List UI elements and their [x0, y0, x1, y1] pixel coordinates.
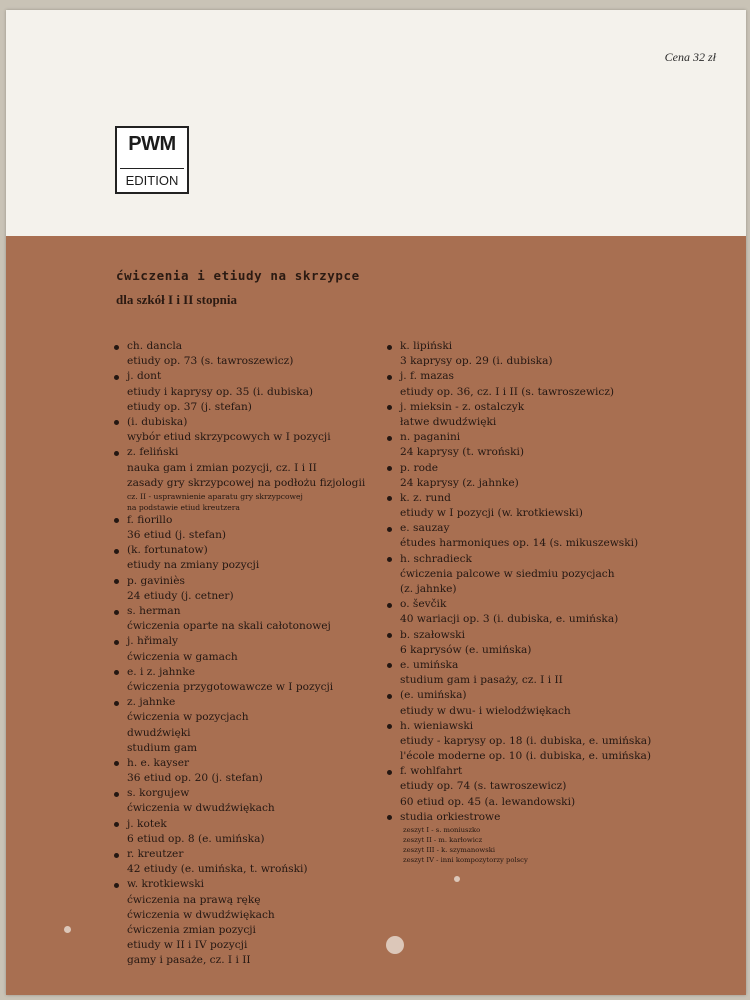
- catalog-line-text: ćwiczenia w pozycjach: [127, 711, 249, 724]
- logo-edition-text: EDITION: [125, 173, 179, 188]
- catalog-title: [391, 835, 746, 845]
- catalog-line-text: 24 etiudy (j. cetner): [127, 589, 234, 602]
- catalog-line-text: p. gaviniès: [127, 574, 185, 587]
- catalog-line-text: wybór etiud skrzypcowych w I pozycji: [127, 431, 331, 444]
- catalog-composer: [118, 695, 396, 710]
- catalog-line-text: etiudy w dwu- i wielodźwiękach: [400, 704, 571, 717]
- catalog-title: [118, 400, 396, 415]
- catalog-line-text: 6 kaprysów (e. umińska): [400, 643, 532, 656]
- price-label: Cena 32 zł: [664, 50, 716, 64]
- catalog-line-text: studia orkiestrowe: [400, 810, 501, 823]
- catalog-line-text: b. szałowski: [400, 628, 465, 641]
- bullet-icon: [387, 375, 392, 380]
- catalog-composer: [118, 543, 396, 558]
- catalog-title: [391, 506, 746, 521]
- catalog-line-text: j. hřimaly: [127, 635, 179, 648]
- catalog-title: [118, 385, 396, 400]
- catalog-line-text: zeszyt IV - inni kompozytorzy polscy: [403, 856, 528, 864]
- bullet-icon: [114, 883, 119, 888]
- catalog-title: [391, 673, 746, 688]
- bullet-icon: [114, 822, 119, 827]
- catalog-line-text: ćwiczenia przygotowawcze w I pozycji: [127, 680, 334, 693]
- catalog-composer: [391, 810, 746, 825]
- catalog-title: [118, 589, 396, 604]
- catalog-composer: [391, 764, 746, 779]
- bullet-icon: [114, 670, 119, 675]
- catalog-composer: [391, 430, 746, 445]
- catalog-composer: [118, 634, 396, 649]
- bullet-icon: [387, 770, 392, 775]
- bullet-icon: [114, 420, 119, 425]
- catalog-composer: [118, 817, 396, 832]
- catalog-line-text: 24 kaprysy (z. jahnke): [400, 476, 519, 489]
- catalog-title: [391, 445, 746, 460]
- catalog-composer: [118, 445, 396, 460]
- bullet-icon: [387, 527, 392, 532]
- catalog-line-text: 6 etiud op. 8 (e. umińska): [127, 832, 265, 845]
- catalog-title: [391, 385, 746, 400]
- catalog-composer: [391, 491, 746, 506]
- catalog-composer: [391, 521, 746, 536]
- catalog-composer: [391, 597, 746, 612]
- catalog-title: [118, 832, 396, 847]
- catalog-composer: [118, 369, 396, 384]
- catalog-line-text: ch. dancla: [127, 340, 183, 352]
- catalog-composer: [391, 400, 746, 415]
- catalog-title: [118, 953, 396, 968]
- catalog-title: [391, 612, 746, 627]
- catalog-line-text: etiudy na zmiany pozycji: [127, 559, 260, 572]
- catalog-title: [118, 619, 396, 634]
- catalog-line-text: 42 etiudy (e. umińska, t. wroński): [127, 863, 308, 876]
- logo-pwm-text: PWM: [128, 133, 176, 155]
- catalog-line-text: w. krotkiewski: [127, 878, 205, 891]
- catalog-composer: [391, 369, 746, 384]
- catalog-line-text: (k. fortunatow): [127, 544, 208, 557]
- catalog-title: [118, 893, 396, 908]
- catalog-title: [118, 801, 396, 816]
- catalog-line-text: r. kreutzer: [127, 848, 184, 860]
- catalog-line-text: h. e. kayser: [127, 756, 190, 769]
- catalog-line-text: etiudy i kaprysy op. 35 (i. dubiska): [127, 385, 314, 398]
- catalog-composer: [391, 719, 746, 734]
- catalog-line-text: studium gam: [127, 741, 198, 754]
- catalog-line-text: 24 kaprysy (t. wroński): [400, 446, 525, 459]
- bullet-icon: [114, 375, 119, 380]
- catalog-line-text: ćwiczenia w dwudźwiękach: [127, 908, 275, 921]
- bullet-icon: [114, 345, 119, 350]
- catalog-title: [118, 680, 396, 695]
- catalog-line-text: etiudy op. 74 (s. tawroszewicz): [400, 780, 567, 793]
- catalog-line-text: f. fiorillo: [127, 513, 173, 526]
- catalog-line-text: f. wohlfahrt: [400, 765, 463, 778]
- catalog-composer: [118, 574, 396, 589]
- catalog-line-text: zeszyt III - k. szymanowski: [403, 846, 495, 854]
- catalog-subheading: dla szkół I i II stopnia: [116, 292, 238, 307]
- catalog-title: [118, 771, 396, 786]
- catalog-line-text: e. i z. jahnke: [127, 665, 196, 678]
- bullet-icon: [387, 633, 392, 638]
- catalog-line-text: 3 kaprysy op. 29 (i. dubiska): [400, 355, 553, 368]
- bullet-icon: [387, 466, 392, 471]
- catalog-composer: [391, 461, 746, 476]
- catalog-composer: [118, 756, 396, 771]
- bullet-icon: [114, 792, 119, 797]
- catalog-composer: [391, 658, 746, 673]
- catalog-composer: [118, 604, 396, 619]
- catalog-title: [391, 795, 746, 810]
- catalog-line-text: 40 wariacji op. 3 (i. dubiska, e. umińska): [400, 613, 619, 626]
- catalog-composer: [391, 688, 746, 703]
- catalog-line-text: z. jahnke: [127, 696, 176, 709]
- catalog-composer: [118, 786, 396, 801]
- catalog-composer: [118, 513, 396, 528]
- catalog-column-left: [118, 339, 396, 969]
- catalog-title: [391, 415, 746, 430]
- catalog-title: [118, 430, 396, 445]
- catalog-line-text: ćwiczenia zmian pozycji: [127, 923, 256, 936]
- catalog-line-text: łatwe dwudźwięki: [400, 415, 497, 428]
- catalog-line-text: l'école moderne op. 10 (i. dubiska, e. umińska): [400, 750, 651, 763]
- catalog-title: [118, 354, 396, 369]
- catalog-title: [391, 567, 746, 582]
- catalog-title: [391, 536, 746, 551]
- pwm-edition-logo: [115, 126, 189, 194]
- catalog-title: [391, 582, 746, 597]
- bullet-icon: [114, 761, 119, 766]
- catalog-line-text: e. umińska: [400, 658, 459, 671]
- catalog-line-text: (i. dubiska): [127, 415, 188, 428]
- catalog-line-text: 60 etiud op. 45 (a. lewandowski): [400, 795, 576, 808]
- catalog-composer: [391, 339, 746, 354]
- bullet-icon: [387, 405, 392, 410]
- bullet-icon: [387, 815, 392, 820]
- catalog-column-right: [391, 339, 746, 865]
- catalog-title: [391, 825, 746, 835]
- catalog-title: [118, 558, 396, 573]
- catalog-line-text: n. paganini: [400, 431, 461, 444]
- catalog-line-text: j. f. mazas: [400, 370, 454, 383]
- catalog-line-text: j. dont: [127, 370, 162, 383]
- bullet-icon: [114, 853, 119, 858]
- catalog-line-text: ćwiczenia na prawą rękę: [127, 893, 261, 906]
- bullet-icon: [114, 451, 119, 456]
- catalog-title: [118, 650, 396, 665]
- catalog-line-text: z. feliński: [127, 446, 179, 459]
- catalog-composer: [118, 339, 396, 354]
- catalog-title: [391, 855, 746, 865]
- catalog-composer: [118, 665, 396, 680]
- catalog-line-text: k. lipiński: [400, 340, 453, 352]
- catalog-title: [118, 491, 396, 502]
- paper-spot: [454, 876, 460, 882]
- catalog-title: [391, 734, 746, 749]
- bullet-icon: [387, 557, 392, 562]
- catalog-composer: [118, 877, 396, 892]
- catalog-line-text: gamy i pasaże, cz. I i II: [127, 954, 251, 967]
- catalog-title: [118, 862, 396, 877]
- catalog-line-text: s. herman: [127, 605, 181, 617]
- bullet-icon: [114, 640, 119, 645]
- catalog-title: [391, 354, 746, 369]
- catalog-title: [391, 704, 746, 719]
- catalog-title: [118, 476, 396, 491]
- catalog-title: [118, 710, 396, 725]
- catalog-line-text: e. sauzay: [400, 522, 450, 535]
- catalog-line-text: o. ševčik: [400, 598, 447, 611]
- bullet-icon: [387, 496, 392, 501]
- catalog-line-text: studium gam i pasaży, cz. I i II: [400, 674, 563, 687]
- catalog-line-text: ćwiczenia oparte na skali całotonowej: [127, 620, 331, 633]
- catalog-title: [118, 923, 396, 938]
- catalog-line-text: j. mieksin - z. ostalczyk: [400, 400, 525, 413]
- catalog-line-text: etiudy op. 36, cz. I i II (s. tawroszewicz): [400, 385, 615, 398]
- bullet-icon: [387, 724, 392, 729]
- catalog-line-text: zeszyt I - s. moniuszko: [403, 826, 481, 834]
- catalog-line-text: na podstawie etiud kreutzera: [127, 502, 240, 512]
- catalog-title: [118, 908, 396, 923]
- bullet-icon: [387, 663, 392, 668]
- score-back-cover: [6, 10, 746, 995]
- catalog-title: [118, 741, 396, 756]
- catalog-composer: [391, 628, 746, 643]
- catalog-line-text: (e. umińska): [400, 689, 467, 702]
- catalog-line-text: p. rode: [400, 461, 439, 474]
- catalog-line-text: ćwiczenia w dwudźwiękach: [127, 802, 275, 815]
- catalog-title: [391, 476, 746, 491]
- catalog-line-text: (z. jahnke): [400, 583, 457, 595]
- catalog-line-text: etiudy w I pozycji (w. krotkiewski): [400, 507, 583, 520]
- catalog-line-text: etiudy - kaprysy op. 18 (i. dubiska, e. umińska): [400, 734, 652, 747]
- catalog-title: [118, 502, 396, 513]
- catalog-line-text: nauka gam i zmian pozycji, cz. I i II: [127, 461, 317, 474]
- logo-divider: [120, 168, 184, 169]
- catalog-line-text: h. wieniawski: [400, 719, 474, 732]
- catalog-heading: ćwiczenia i etiudy na skrzypce: [116, 268, 360, 283]
- catalog-title: [391, 845, 746, 855]
- catalog-composer: [118, 847, 396, 862]
- catalog-line-text: cz. II - usprawnienie aparatu gry skrzypcowej: [127, 491, 303, 501]
- catalog-line-text: s. korgujew: [127, 787, 190, 800]
- catalog-line-text: etiudy op. 37 (j. stefan): [127, 400, 252, 413]
- bullet-icon: [114, 701, 119, 706]
- catalog-line-text: études harmoniques op. 14 (s. mikuszewski): [400, 537, 639, 550]
- catalog-line-text: h. schradieck: [400, 552, 472, 565]
- catalog-line-text: k. z. rund: [400, 491, 451, 504]
- catalog-composer: [118, 415, 396, 430]
- bullet-icon: [387, 345, 392, 350]
- catalog-line-text: zasady gry skrzypcowej na podłożu fizjologii: [127, 476, 366, 489]
- catalog-line-text: ćwiczenia palcowe w siedmiu pozycjach: [400, 567, 615, 580]
- catalog-line-text: etiudy w II i IV pozycji: [127, 939, 248, 952]
- cover-top-band: [6, 10, 746, 236]
- catalog-title: [118, 726, 396, 741]
- catalog-line-text: zeszyt II - m. karłowicz: [403, 836, 483, 844]
- bullet-icon: [114, 610, 119, 615]
- catalog-title: [118, 528, 396, 543]
- catalog-title: [391, 749, 746, 764]
- bullet-icon: [114, 549, 119, 554]
- catalog-line-text: 36 etiud (j. stefan): [127, 529, 227, 542]
- catalog-line-text: dwudźwięki: [127, 726, 191, 739]
- catalog-title: [118, 461, 396, 476]
- bullet-icon: [114, 518, 119, 523]
- catalog-line-text: 36 etiud op. 20 (j. stefan): [127, 772, 263, 785]
- catalog-title: [118, 938, 396, 953]
- catalog-line-text: j. kotek: [127, 817, 167, 830]
- catalog-title: [391, 643, 746, 658]
- paper-spot: [64, 926, 71, 933]
- catalog-line-text: ćwiczenia w gamach: [127, 650, 238, 663]
- bullet-icon: [387, 436, 392, 441]
- catalog-title: [391, 779, 746, 794]
- catalog-line-text: etiudy op. 73 (s. tawroszewicz): [127, 355, 294, 368]
- bullet-icon: [114, 579, 119, 584]
- catalog-composer: [391, 552, 746, 567]
- bullet-icon: [387, 694, 392, 699]
- bullet-icon: [387, 603, 392, 608]
